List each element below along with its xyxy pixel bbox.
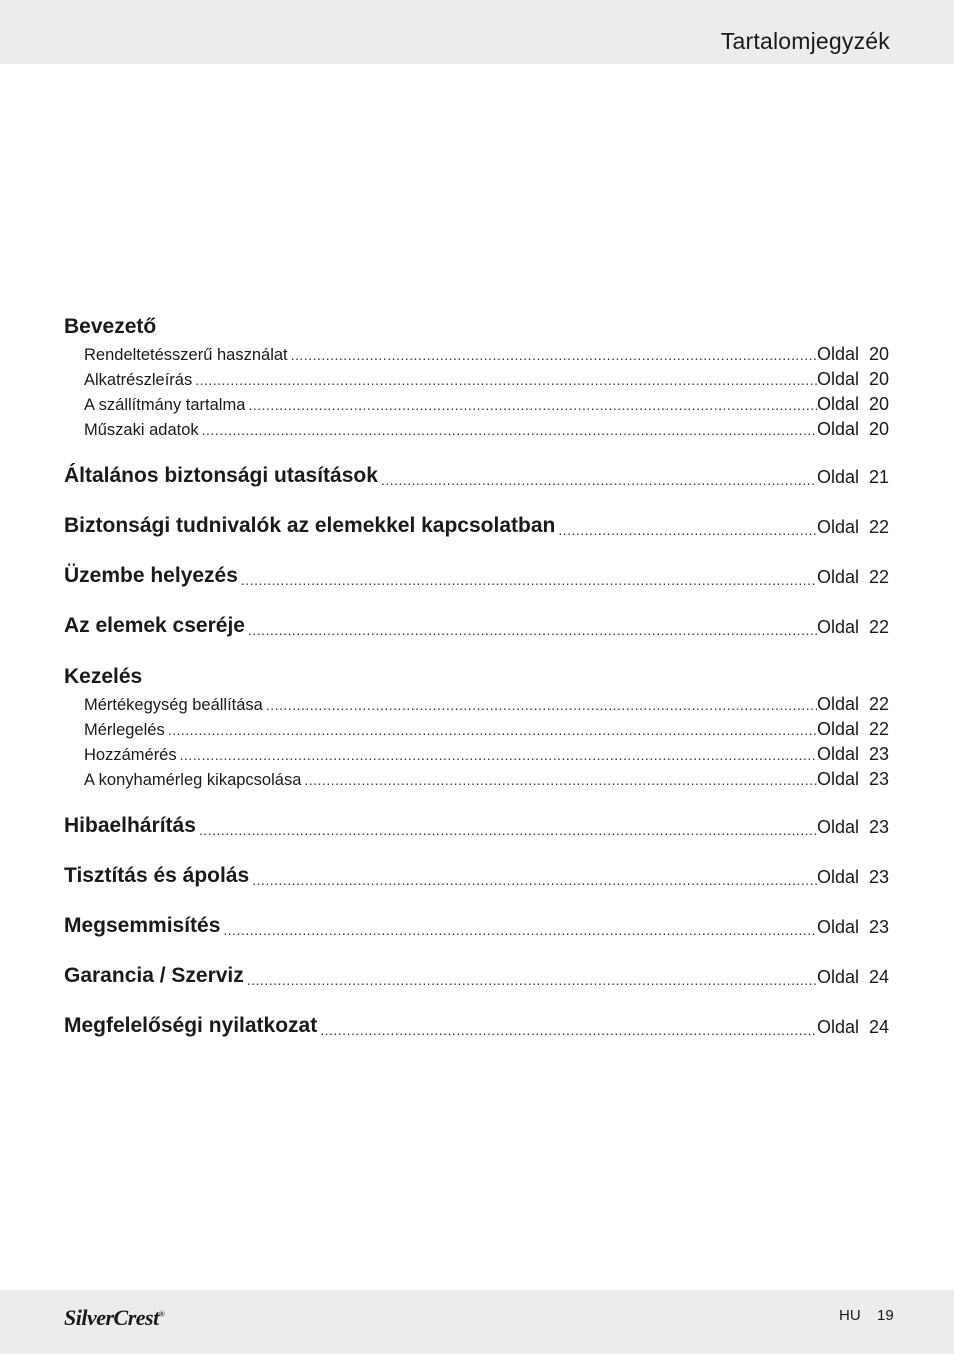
toc-entry-label: Mértékegység beállítása — [84, 696, 263, 714]
dot-leader — [252, 872, 817, 888]
toc-entry[interactable] — [64, 367, 889, 392]
toc-entry[interactable] — [64, 392, 889, 417]
toc-entry-label: Biztonsági tudnivalók az elemekkel kapcsolatban — [64, 514, 556, 537]
toc-entry-page: Oldal 23 — [816, 769, 889, 789]
language-code: HU — [839, 1307, 861, 1324]
toc-entry-altalanos[interactable] — [64, 442, 889, 492]
toc-entry-label: Általános biztonsági utasítások — [64, 464, 378, 487]
toc-section-bevezeto — [64, 312, 889, 442]
dot-leader — [304, 768, 817, 792]
dot-leader — [168, 718, 817, 742]
toc-entry-page: Oldal 22 — [816, 567, 889, 587]
toc-entry-page: Oldal 22 — [816, 694, 889, 714]
toc-entry-page: Oldal 21 — [816, 467, 889, 487]
toc-entry-label: Az elemek cseréje — [64, 614, 245, 637]
toc-entry-page: Oldal 24 — [816, 1017, 889, 1037]
toc-entry[interactable] — [64, 342, 889, 367]
brand-logo — [64, 1305, 164, 1331]
toc-entry-page: Oldal 22 — [816, 719, 889, 739]
toc-entry-label: A konyhamérleg kikapcsolása — [84, 771, 302, 789]
toc-entry-page: Oldal 23 — [816, 744, 889, 764]
toc-entry-label: Hozzámérés — [84, 746, 177, 764]
dot-leader — [248, 393, 817, 417]
toc-entry-label: Megsemmisítés — [64, 914, 221, 937]
toc-entry-garancia[interactable] — [64, 942, 889, 992]
toc-entry-label: A szállítmány tartalma — [84, 396, 246, 414]
dot-leader — [291, 343, 817, 367]
page-number: 19 — [877, 1307, 894, 1324]
toc-entry-label: Alkatrészleírás — [84, 371, 193, 389]
dot-leader — [199, 822, 817, 838]
dot-leader — [247, 972, 817, 988]
toc-entry-page: Oldal 23 — [816, 867, 889, 887]
toc-entry[interactable] — [64, 742, 889, 767]
toc-entry-page: Oldal 24 — [816, 967, 889, 987]
toc-entry-uzembe[interactable] — [64, 542, 889, 592]
dot-leader — [248, 622, 817, 638]
toc-entry-label: Üzembe helyezés — [64, 564, 238, 587]
toc-entry-elemekkel[interactable] — [64, 492, 889, 542]
toc-entry-label: Mérlegelés — [84, 721, 165, 739]
trademark-symbol: ® — [158, 1309, 165, 1319]
dot-leader — [180, 743, 817, 767]
toc-entry-label: Hibaelhárítás — [64, 814, 196, 837]
toc-heading: Kezelés — [64, 665, 143, 688]
toc-entry-hibaelharitas[interactable] — [64, 792, 889, 842]
toc-entry-label: Tisztítás és ápolás — [64, 864, 250, 887]
toc-entry-page: Oldal 23 — [816, 817, 889, 837]
table-of-contents — [64, 312, 889, 1042]
toc-entry-page: Oldal 20 — [816, 369, 889, 389]
toc-entry[interactable] — [64, 767, 889, 792]
toc-entry-megsemmisites[interactable] — [64, 892, 889, 942]
toc-entry-page: Oldal 20 — [816, 344, 889, 364]
dot-leader — [381, 472, 817, 488]
toc-entry[interactable] — [64, 692, 889, 717]
page-title: Tartalomjegyzék — [720, 28, 890, 54]
dot-leader — [320, 1022, 817, 1038]
toc-entry-label: Rendeltetésszerű használat — [84, 346, 288, 364]
dot-leader — [241, 572, 817, 588]
toc-heading: Bevezető — [64, 315, 157, 338]
toc-entry-csereje[interactable] — [64, 592, 889, 642]
brand-name: SilverCrest — [64, 1305, 159, 1330]
toc-entry-page: Oldal 22 — [816, 617, 889, 637]
toc-entry[interactable] — [64, 717, 889, 742]
toc-entry-page: Oldal 23 — [816, 917, 889, 937]
dot-leader — [223, 922, 817, 938]
dot-leader — [202, 418, 817, 442]
toc-entry[interactable] — [64, 417, 889, 442]
toc-entry-label: Műszaki adatok — [84, 421, 199, 439]
toc-entry-megfelelosegi[interactable] — [64, 992, 889, 1042]
toc-entry-label: Garancia / Szerviz — [64, 964, 244, 987]
toc-entry-page: Oldal 20 — [816, 419, 889, 439]
toc-section-kezeles — [64, 662, 889, 792]
dot-leader — [195, 368, 817, 392]
toc-entry-label: Megfelelőségi nyilatkozat — [64, 1014, 318, 1037]
toc-entry-page: Oldal 20 — [816, 394, 889, 414]
dot-leader — [558, 522, 817, 538]
dot-leader — [266, 693, 817, 717]
toc-entry-page: Oldal 22 — [816, 517, 889, 537]
toc-entry-tisztitas[interactable] — [64, 842, 889, 892]
